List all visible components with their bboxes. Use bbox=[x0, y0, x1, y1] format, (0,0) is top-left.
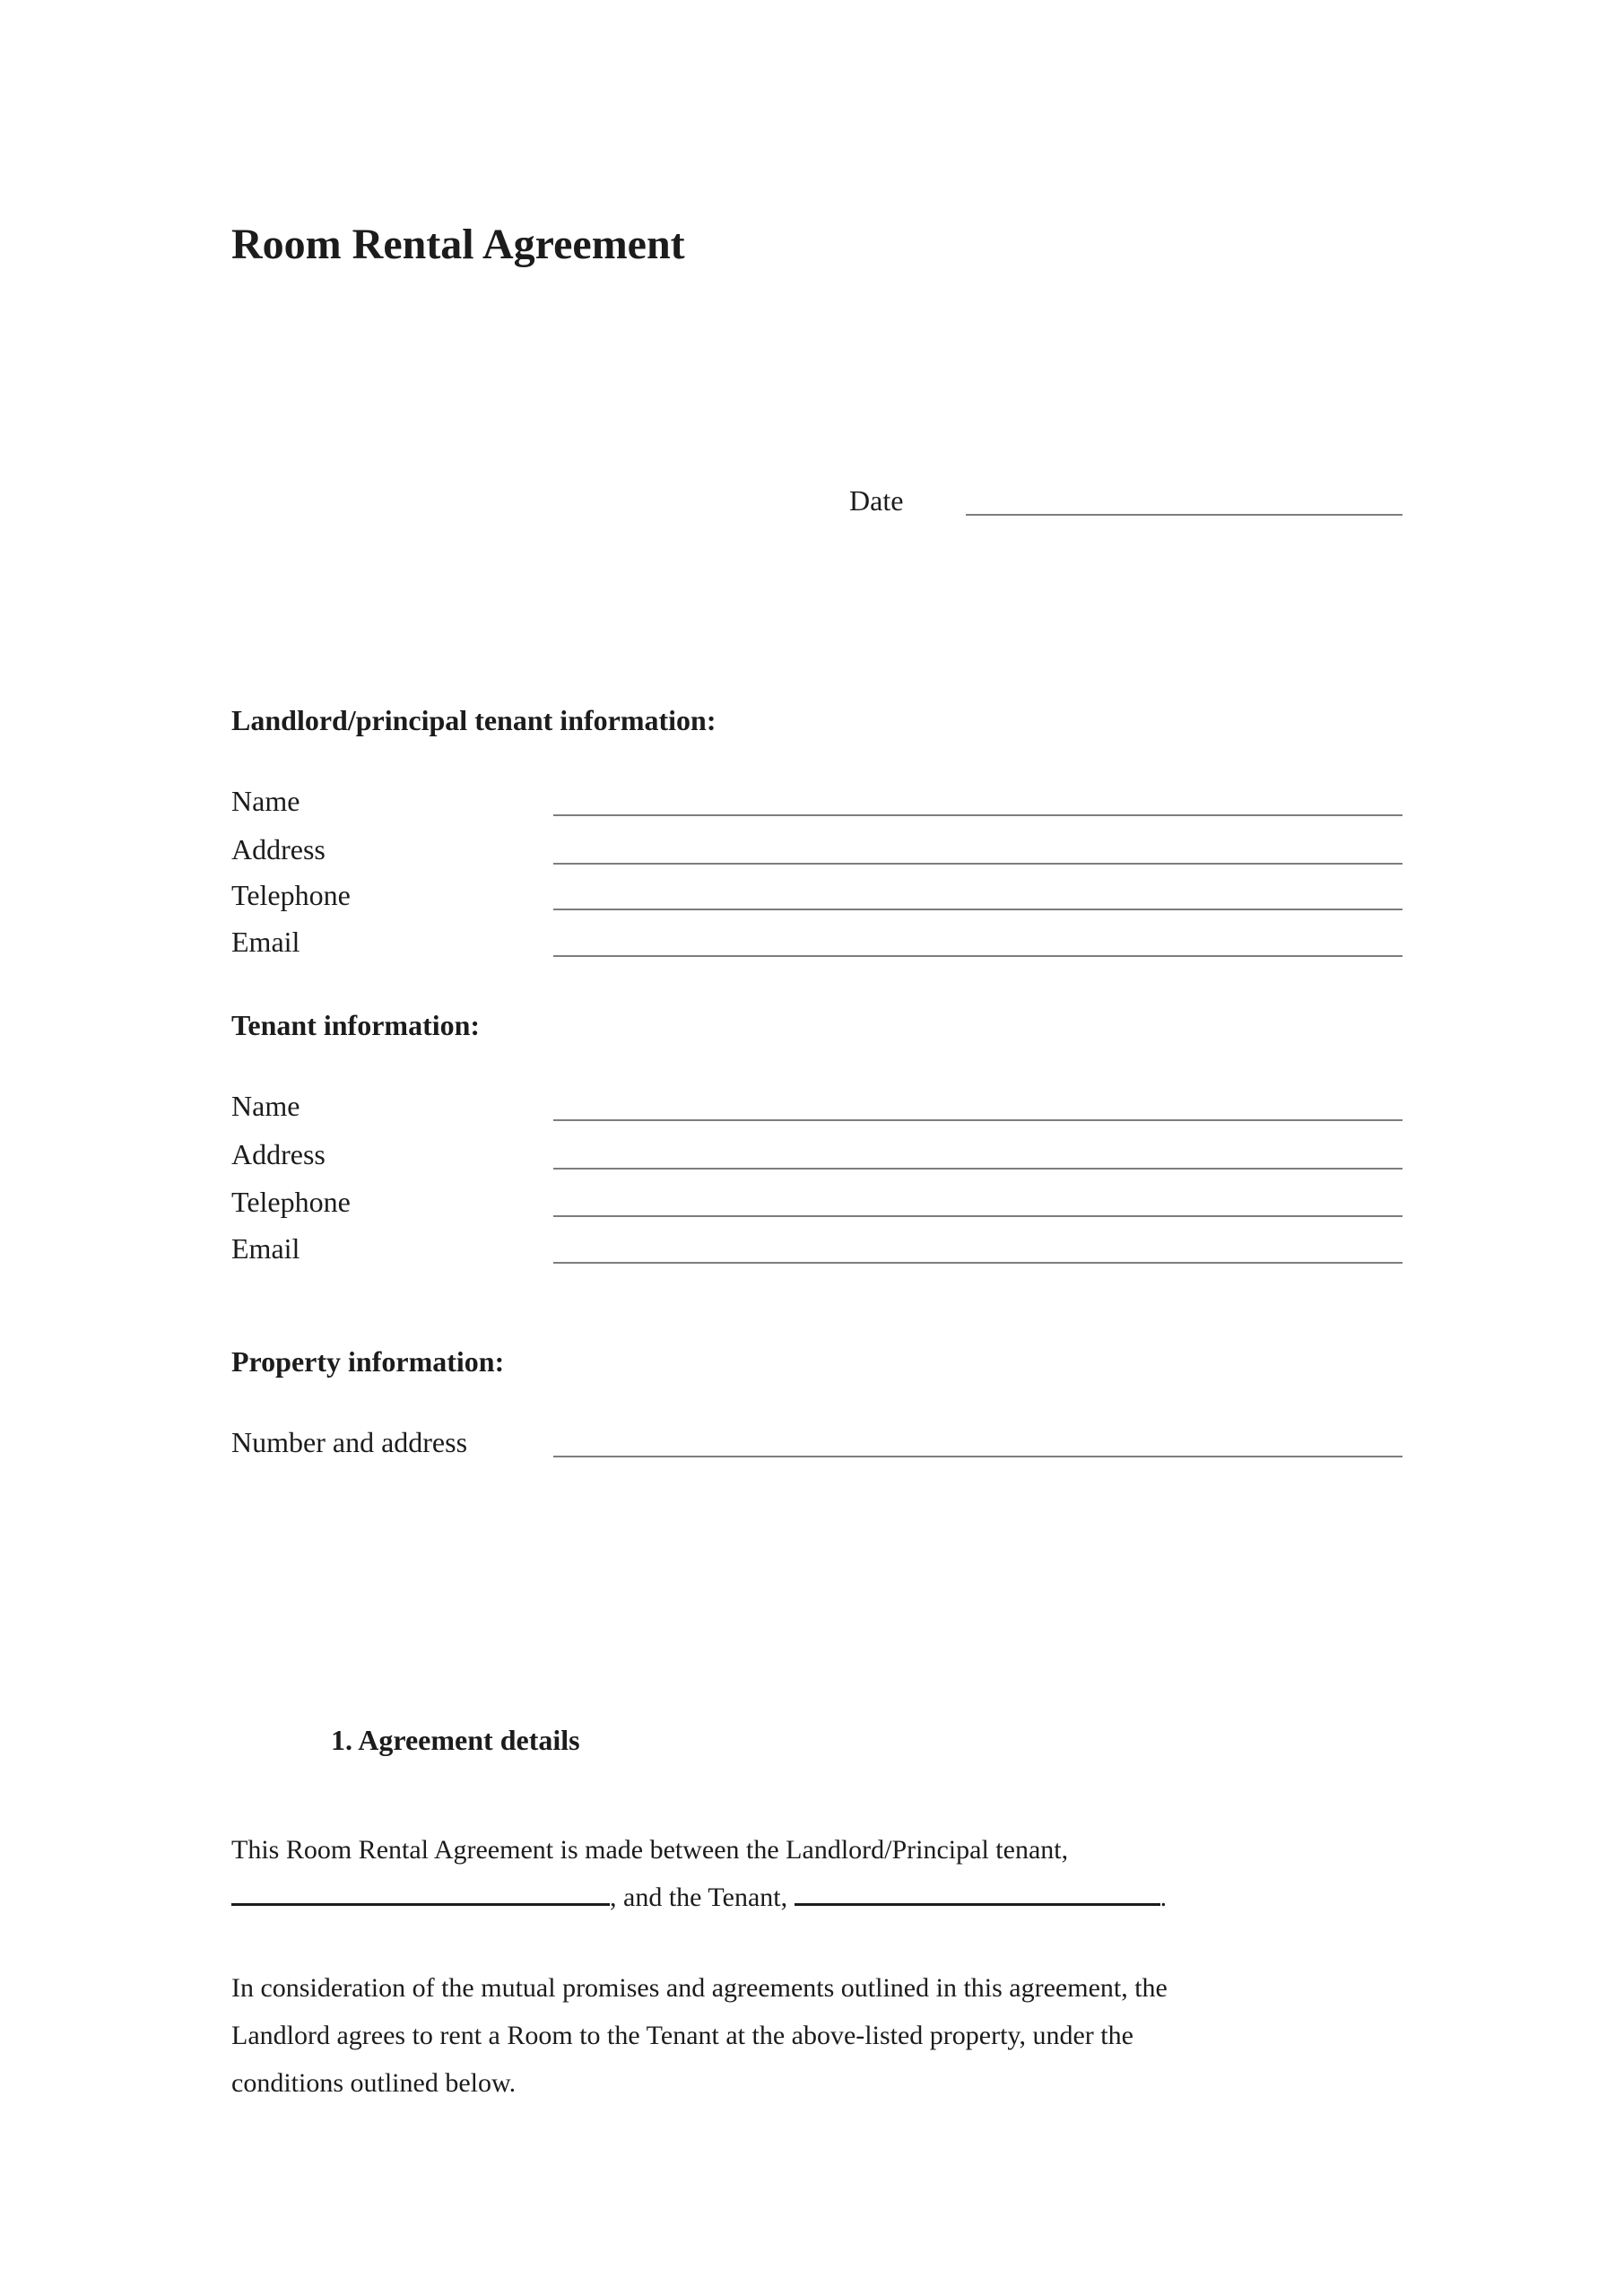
landlord-telephone-label: Telephone bbox=[231, 879, 351, 911]
landlord-name-label: Name bbox=[231, 785, 300, 817]
tenant-email-row bbox=[231, 1229, 1403, 1268]
tenant-name-row bbox=[231, 1086, 1403, 1126]
paragraph-agreement-parties bbox=[231, 1826, 1403, 1921]
landlord-address-row bbox=[231, 830, 1403, 869]
tenant-address-fill-line[interactable] bbox=[553, 1135, 1403, 1170]
landlord-telephone-fill-line[interactable] bbox=[553, 875, 1403, 910]
tenant-section-heading: Tenant information: bbox=[231, 1009, 481, 1041]
tenant-address-label: Address bbox=[231, 1138, 326, 1170]
landlord-section-heading: Landlord/principal tenant information: bbox=[231, 704, 716, 736]
tenant-telephone-fill-line[interactable] bbox=[553, 1182, 1403, 1217]
consideration-line-2: Landlord agrees to rent a Room to the Tenant at the above-listed property, under the bbox=[231, 2021, 1133, 2050]
parties-text-3: . bbox=[1159, 1883, 1168, 1912]
landlord-email-row bbox=[231, 922, 1403, 961]
landlord-email-label: Email bbox=[231, 926, 300, 958]
tenant-telephone-row bbox=[231, 1182, 1403, 1222]
tenant-telephone-label: Telephone bbox=[231, 1186, 351, 1218]
landlord-address-label: Address bbox=[231, 833, 326, 865]
document-title: Room Rental Agreement bbox=[231, 221, 685, 268]
date-field-row bbox=[849, 481, 1403, 520]
parties-text-1: This Room Rental Agreement is made between the Landlord/Principal tenant, bbox=[231, 1835, 1069, 1865]
landlord-name-fill-line[interactable] bbox=[553, 781, 1403, 816]
date-label: Date bbox=[849, 484, 904, 517]
landlord-email-fill-line[interactable] bbox=[553, 922, 1403, 957]
tenant-name-fill-line[interactable] bbox=[553, 1086, 1403, 1121]
date-fill-line[interactable] bbox=[966, 481, 1403, 516]
landlord-address-fill-line[interactable] bbox=[553, 830, 1403, 865]
landlord-name-row bbox=[231, 781, 1403, 821]
consideration-line-1: In consideration of the mutual promises and agreements outlined in this agreement, the bbox=[231, 1973, 1168, 2003]
landlord-name-blank[interactable] bbox=[231, 1898, 610, 1906]
paragraph-consideration bbox=[231, 1964, 1403, 2107]
property-number-address-label: Number and address bbox=[231, 1426, 468, 1458]
property-number-address-row bbox=[231, 1422, 1403, 1462]
tenant-name-label: Name bbox=[231, 1090, 300, 1122]
property-section-heading: Property information: bbox=[231, 1345, 505, 1378]
property-number-address-fill-line[interactable] bbox=[553, 1422, 1403, 1457]
agreement-details-heading: 1. Agreement details bbox=[331, 1724, 580, 1756]
tenant-email-label: Email bbox=[231, 1232, 300, 1265]
tenant-address-row bbox=[231, 1135, 1403, 1174]
tenant-name-blank[interactable] bbox=[795, 1898, 1160, 1906]
consideration-line-3: conditions outlined below. bbox=[231, 2068, 517, 2098]
landlord-telephone-row bbox=[231, 875, 1403, 915]
parties-text-2: , and the Tenant, bbox=[610, 1883, 795, 1912]
tenant-email-fill-line[interactable] bbox=[553, 1229, 1403, 1264]
